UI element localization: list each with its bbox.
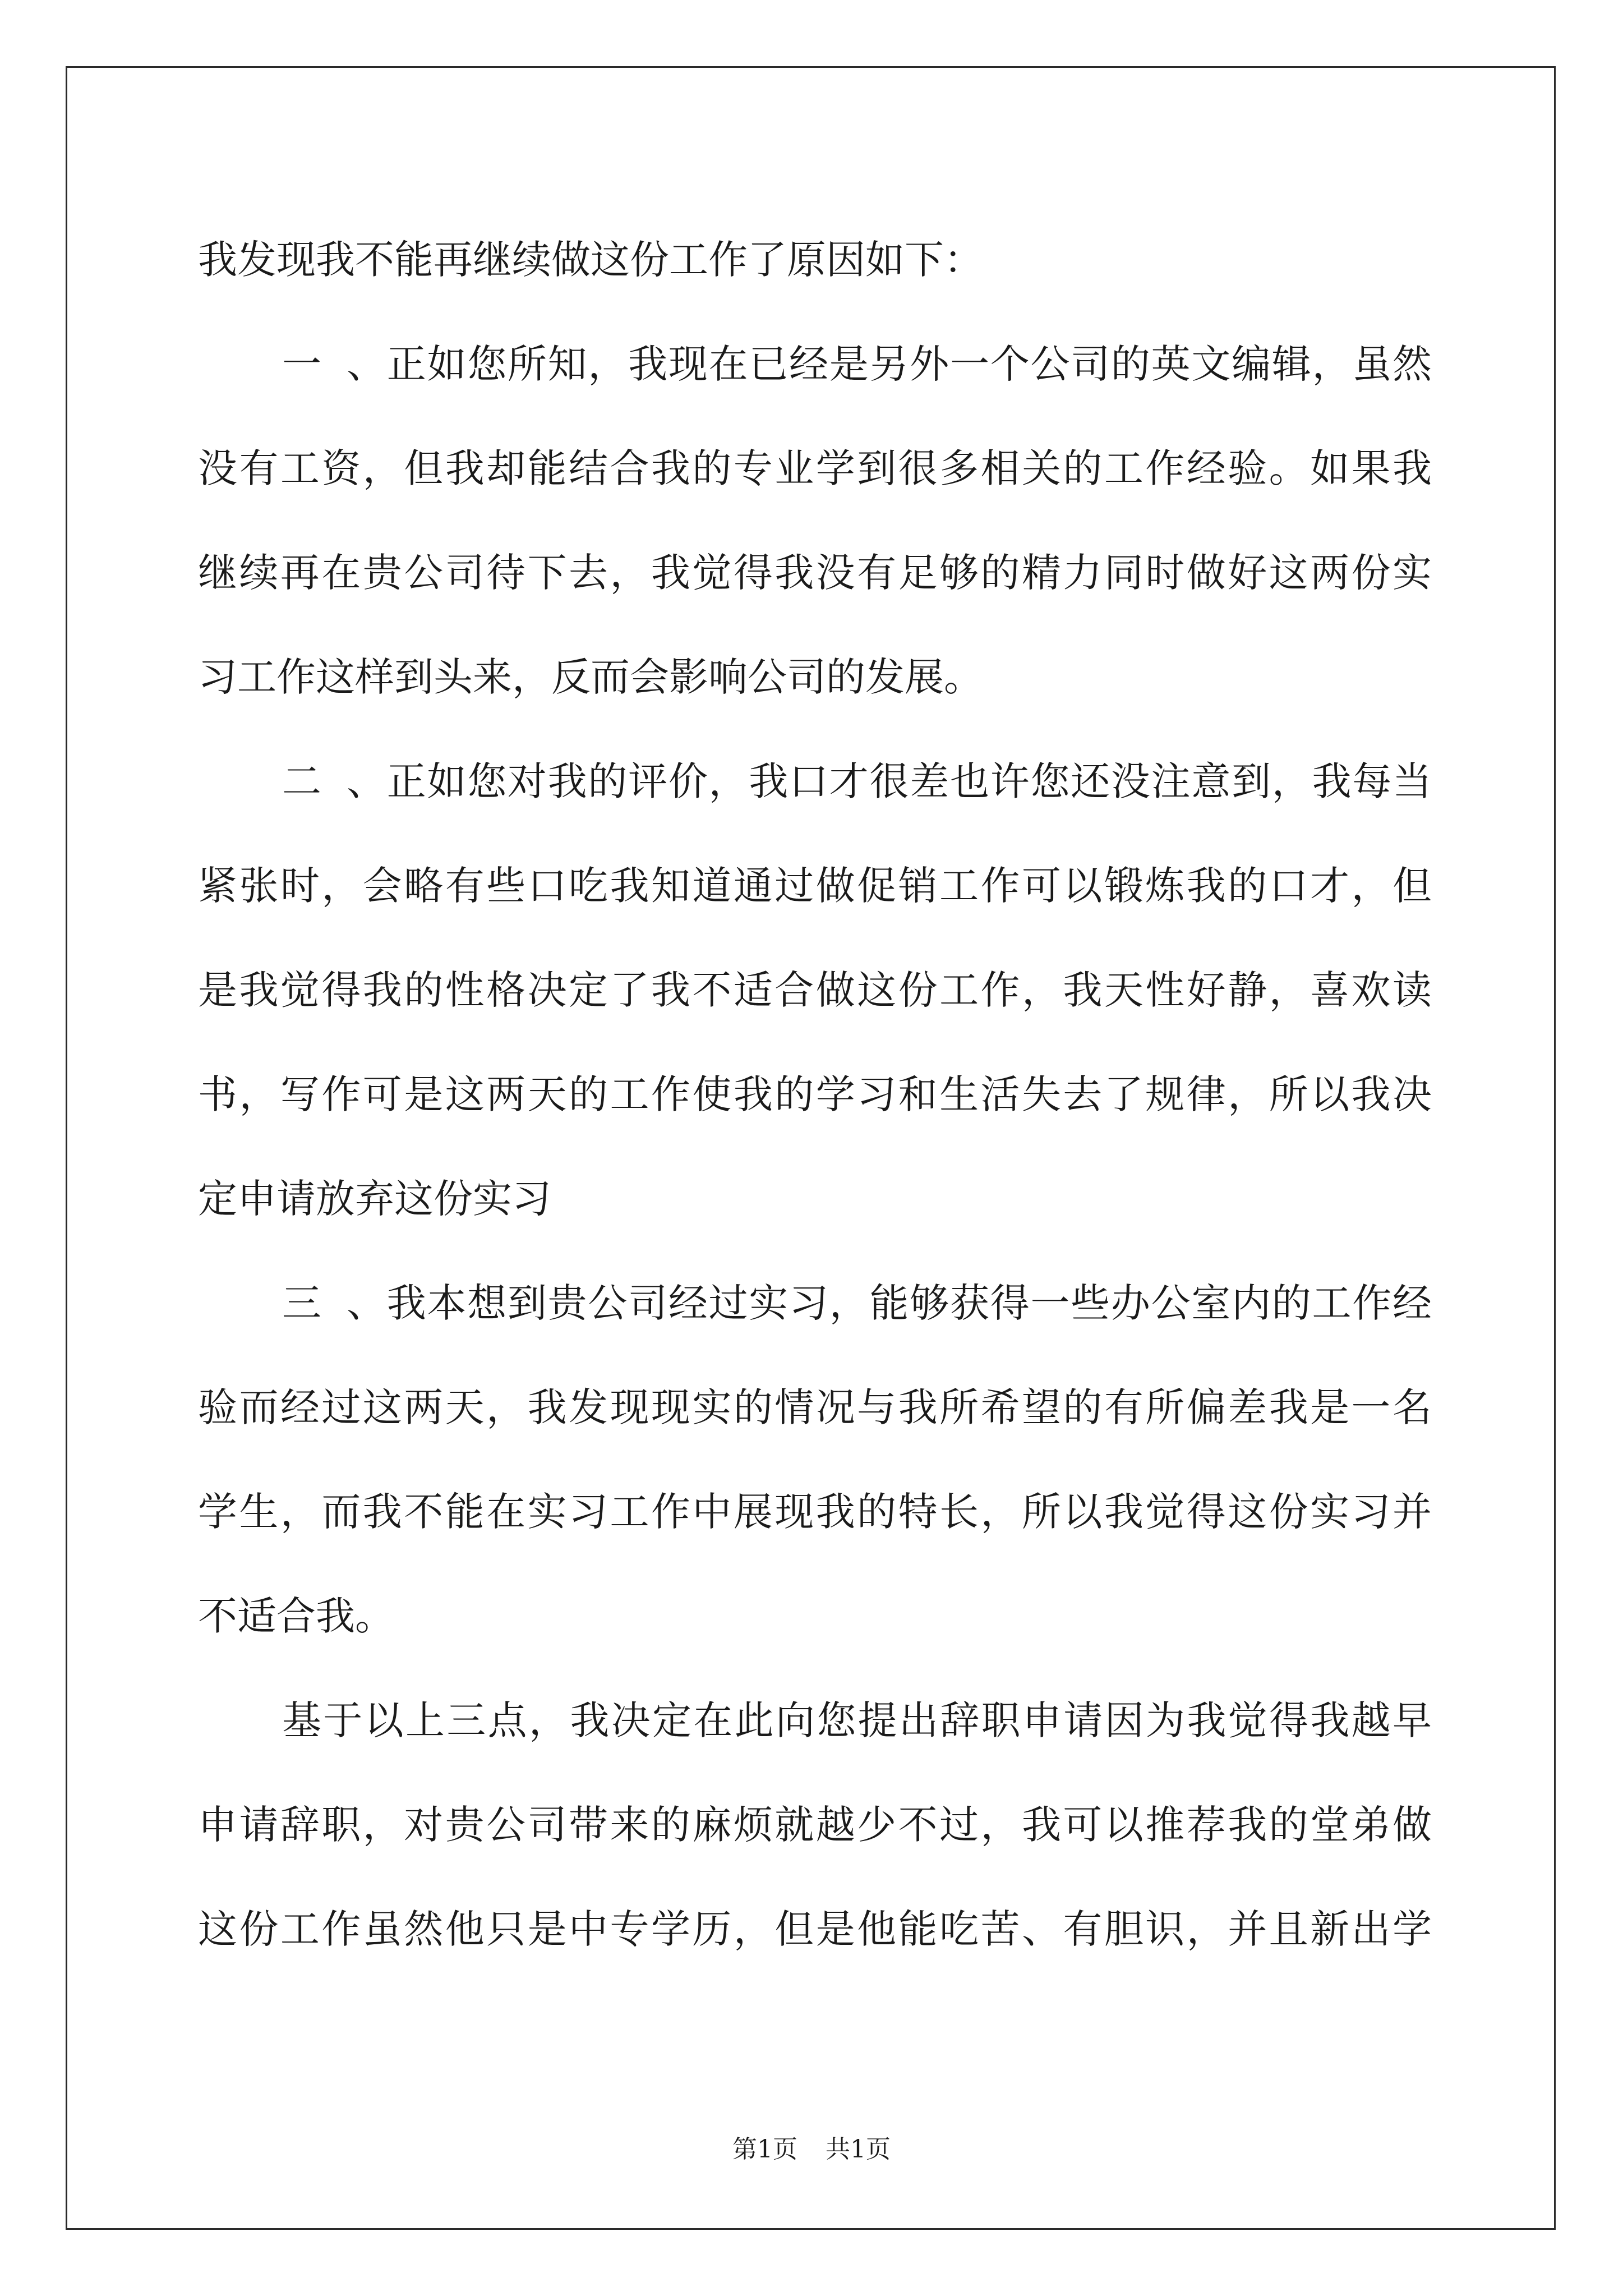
paragraph-line: 紧张时，会略有些口吃我知道通过做促销工作可以锻炼我的口才，但: [198, 863, 1432, 909]
list-item-2-line: [198, 729, 1432, 834]
paragraph-line: 这份工作虽然他只是中专学历，但是他能吃苦、有胆识，并且新出学: [198, 1906, 1432, 1952]
paragraph-line: 基于以上三点，我决定在此向您提出辞职申请因为我觉得我越早: [282, 1697, 1432, 1743]
page-total: 共1页: [826, 2135, 891, 2164]
paragraph-line: 书，写作可是这两天的工作使我的学习和生活失去了规律，所以我决: [198, 1071, 1432, 1117]
paragraph-line: 我发现我不能再继续做这份工作了原因如下：: [198, 237, 983, 283]
page-footer: [0, 2129, 1623, 2165]
paragraph-line: 验而经过这两天，我发现现实的情况与我所希望的有所偏差我是一名: [198, 1384, 1432, 1430]
paragraph-line: 继续再在贵公司待下去，我觉得我没有足够的精力同时做好这两份实: [198, 550, 1432, 596]
list-marker: 二、: [282, 758, 386, 804]
paragraph-text: 正如您所知，我现在已经是另外一个公司的英文编辑，虽然: [386, 341, 1432, 387]
paragraph-line: 不适合我。: [198, 1593, 394, 1639]
paragraph-line: 申请辞职，对贵公司带来的麻烦就越少不过，我可以推荐我的堂弟做: [198, 1802, 1432, 1848]
document-body: [198, 208, 1432, 1981]
list-marker: 三、: [282, 1280, 386, 1326]
paragraph-text: 正如您对我的评价，我口才很差也许您还没注意到，我每当: [386, 758, 1432, 804]
list-item-3-line: [198, 1251, 1432, 1355]
list-marker: 一、: [282, 341, 386, 387]
paragraph-line: 是我觉得我的性格决定了我不适合做这份工作，我天性好静，喜欢读: [198, 967, 1432, 1013]
list-item-1-line: [198, 312, 1432, 416]
paragraph-text: 我本想到贵公司经过实习，能够获得一些办公室内的工作经: [386, 1280, 1432, 1326]
page-number: 第1页: [732, 2135, 797, 2164]
paragraph-line: 没有工资，但我却能结合我的专业学到很多相关的工作经验。如果我: [198, 445, 1432, 491]
paragraph-line: 习工作这样到头来，反而会影响公司的发展。: [198, 654, 983, 700]
paragraph-line: 学生，而我不能在实习工作中展现我的特长，所以我觉得这份实习并: [198, 1489, 1432, 1535]
paragraph-line: 定申请放弃这份实习: [198, 1176, 551, 1222]
